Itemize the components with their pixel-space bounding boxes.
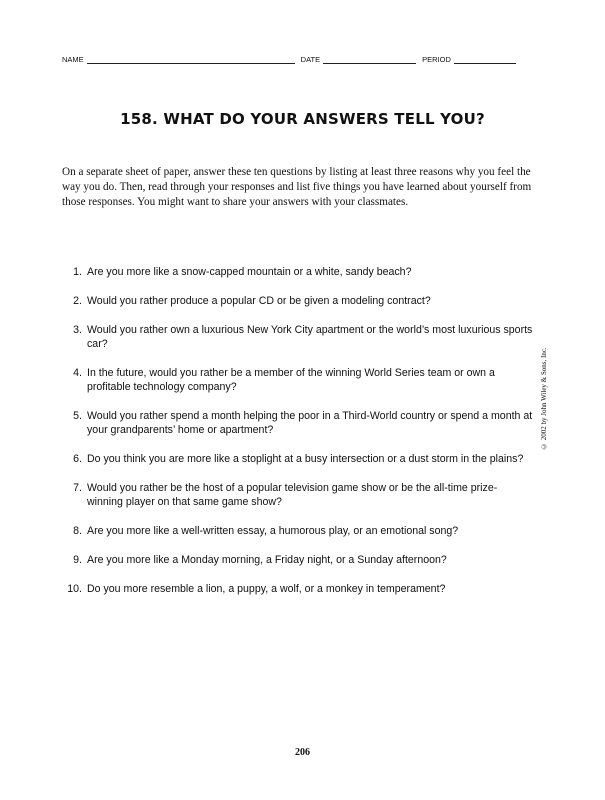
question-text: Are you more like a snow-capped mountain or a white, sandy beach? — [87, 266, 412, 278]
question-item — [58, 409, 533, 437]
question-item — [58, 481, 533, 509]
question-item — [58, 366, 533, 394]
date-label: DATE — [300, 55, 321, 64]
question-item — [58, 294, 533, 308]
name-blank — [87, 55, 295, 64]
question-item — [58, 323, 533, 351]
question-text: Are you more like a Monday morning, a Friday night, or a Sunday afternoon? — [87, 554, 447, 566]
instructions-paragraph: On a separate sheet of paper, answer these ten questions by listing at least three reasons why you feel the way you do. Then, read through your responses and list five things you have learned about yourself from those responses. You might want to share your answers with your classmates. — [62, 166, 532, 208]
name-label: NAME — [62, 55, 84, 64]
question-number: 5. — [73, 410, 82, 422]
question-number: 7. — [73, 482, 82, 494]
question-item — [58, 553, 533, 567]
period-label: PERIOD — [422, 55, 451, 64]
question-item — [58, 265, 533, 279]
question-text: Would you rather produce a popular CD or be given a modeling contract? — [87, 295, 431, 307]
question-item — [58, 524, 533, 538]
page-number: 206 — [295, 747, 310, 758]
question-number: 10. — [67, 583, 82, 595]
question-text: Are you more like a well-written essay, a humorous play, or an emotional song? — [87, 525, 459, 537]
question-number: 3. — [73, 324, 82, 336]
question-number: 6. — [73, 453, 82, 465]
question-number: 4. — [73, 367, 82, 379]
question-text: Do you more resemble a lion, a puppy, a wolf, or a monkey in temperament? — [87, 583, 446, 595]
question-text: Would you rather be the host of a popular television game show or be the all-time prize-winning player on that same game show? — [87, 482, 498, 508]
question-number: 2. — [73, 295, 82, 307]
question-item — [58, 452, 533, 466]
question-text: Would you rather spend a month helping the poor in a Third-World country or spend a month at your grandparents’ home or apartment? — [87, 410, 533, 436]
question-number: 9. — [73, 554, 82, 566]
question-text: Would you rather own a luxurious New York City apartment or the world’s most luxurious sports car? — [87, 324, 533, 350]
question-text: In the future, would you rather be a member of the winning World Series team or own a profitable technology company? — [87, 367, 495, 393]
question-list — [58, 265, 533, 611]
student-info-header — [62, 55, 532, 64]
question-item — [58, 582, 533, 596]
date-blank — [323, 55, 416, 64]
page-title: 158. WHAT DO YOUR ANSWERS TELL YOU? — [120, 110, 485, 128]
copyright-notice: © 2002 by John Wiley & Sons, Inc. — [540, 347, 548, 451]
question-number: 1. — [73, 266, 82, 278]
question-text: Do you think you are more like a stoplight at a busy intersection or a dust storm in the plains? — [87, 453, 524, 465]
period-blank — [454, 55, 516, 64]
question-number: 8. — [73, 525, 82, 537]
